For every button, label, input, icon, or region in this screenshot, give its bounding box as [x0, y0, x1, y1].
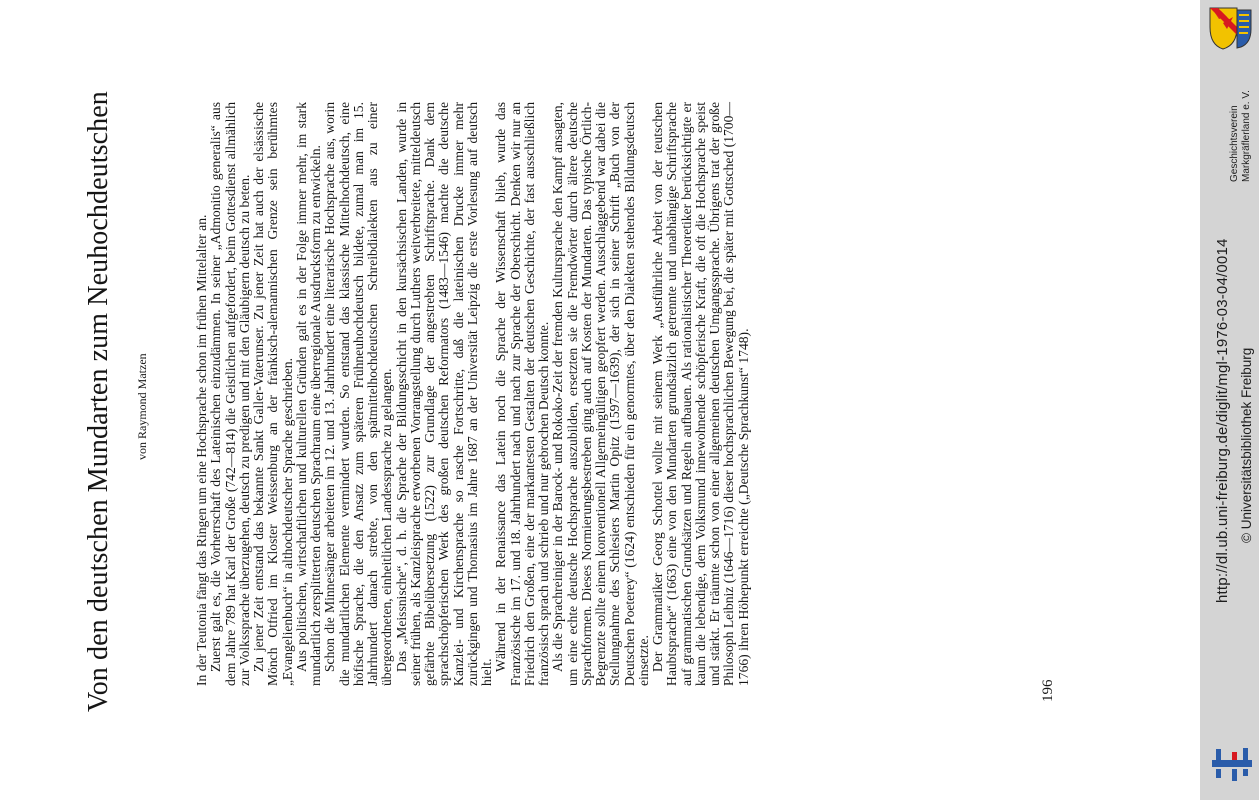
paragraph-2: Zuerst galt es, die Vorherrschaft des Lateinischen einzudämmen. In seiner „Admonitio generalis“ aus dem Jahre 789 hat Karl der Große (742—814) die Geistlichen aufgefordert, beim Gottesdienst allmählich zur Volkssprache überzugehen, deutsch zu predigen und mit den Gläubigern deutsch zu beten. — [208, 102, 252, 686]
paragraph-4: Aus politischen, wirtschaftlichen und kulturellen Gründen galt es in der Folge immer mehr, im stark mundartlich zersplitterten deutschen Sprachraum eine überregionale Ausdrucksform zu entwickeln. — [293, 102, 323, 686]
page-number: 196 — [1040, 679, 1056, 702]
society-name-line-2: Markgräflerland e. V. — [1241, 90, 1252, 182]
paragraph-5: Schon die Minnesänger arbeiteten im 12. und 13. Jahrhundert eine literarische Hochsprache aus, worin die mundartlichen Elemente vermindert wurden. So entstand das klassische Mittelhochdeutsch, eine höfische Sprache, die den Ansatz zum späteren Frühneuhochdeutsch bildete, zumal man im 15. Jahrhundert danach strebte, von den spätmittelhochdeutschen Schreibdialekten aus zu einer übergeordneten, einheitlichen Landessprache zu gelangen. — [322, 102, 395, 686]
paragraph-8: Als die Sprachreiniger in der Barock- und Rokoko-Zeit der fremden Kultursprache den Kampf ansagten, um eine echte deutsche Hochsprache auszubilden, ersetzten sie die Fremdwörter durch ältere deutsche Sprachformen. Dieses Normierungsbestreben ging auch auf Kosten der Mundarten. Das typische Örtlich-Begrenzte sollte einem konventionell Allgemeingültigen geopfert werden. Ausschlaggebend war dabei die Stellungnahme des Schlesiers Martin Opitz (1597—1639), der sich in seiner Schrift „Buch von der Deutschen Poeterey“ (1624) entschieden für ein genormtes, über den Dialekten stehendes Bildungsdeutsch einsetzte. — [550, 102, 651, 686]
article-body — [195, 102, 751, 686]
paragraph-1: In der Teutonia fängt das Ringen um eine Hochsprache schon im frühen Mittelalter an. — [194, 214, 209, 686]
ub-freiburg-logo-icon[interactable] — [1210, 744, 1256, 784]
society-name-line-1: Geschichtsverein — [1229, 105, 1240, 182]
document-url-link[interactable]: http://dl.ub.uni-freiburg.de/diglit/mgl-1976-03-04/0014 — [1214, 238, 1231, 603]
coat-of-arms-icon[interactable] — [1207, 5, 1254, 51]
paragraph-9: Der Grammatiker Georg Schottel wollte mit seinem Werk „Ausführliche Arbeit von der teutschen Haubtsprache“ (1663) eine von den Mundarten grundsätzlich getrennte und unabhängige Schriftsprache auf grammatischen Grundsätzen und Regeln aufbauen. Als rationalistischer Theoretiker berücksichtigte er kaum die lebendige, dem Volksmund innewohnende schöpferische Kraft, die oft die Hochsprache speist und stärkt. Er träumte schon von einer allgemeinen deutschen Umgangssprache. Übrigens trat der große Philosoph Leibniz (1646—1716) dieser hochsprachlichen Bewegung bei, die später mit Gottsched (1700—1766) ihren Höhepunkt erreichte („Deutsche Sprachkunst“ 1748). — [650, 102, 751, 686]
paragraph-7: Während in der Renaissance das Latein noch die Sprache der Wissenschaft blieb, wurde das Französische im 17. und 18. Jahrhundert nach und nach zur Sprache der Oberschicht. Denken wir nur an Friedrich den Großen, eine der markantesten Gestalten der deutschen Geschichte, der fast ausschließlich französisch sprach und schrieb und nur gebrochen Deutsch konnte. — [493, 102, 551, 686]
paragraph-6: Das „Meissnische“, d. h. die Sprache der Bildungsschicht in den kursächsischen Landen, wurde in seiner frühen, als Kanzleisprache erworbenen Vorrangstellung durch Luthers weitverbreitete, mitteldeutsch gefärbte Bibelübersetzung (1522) zur Grundlage der angestrebten Schriftsprache. Dank dem sprachschöpferischen Werk des großen deutschen Reformators (1483—1546) machte die deutsche Kanzlei- und Kirchensprache so rasche Fortschritte, daß die lateinischen Drucke immer mehr zurückgingen und Thomasius im Jahre 1687 an der Universität Leipzig die erste Vorlesung auf deutsch hielt. — [393, 102, 494, 686]
article-author: von Raymond Matzen — [135, 353, 149, 460]
copyright-notice: © Universitätsbibliothek Freiburg — [1239, 347, 1254, 543]
article-title: Von den deutschen Mundarten zum Neuhochdeutschen — [83, 91, 114, 712]
paragraph-3: Zu jener Zeit entstand das bekannte Sankt Galler-Vaterunser. Zu jener Zeit hat auch der elsässische Mönch Otfried im Kloster Weissenburg an der fränkisch-alemannischen Grenze sein berühmtes „Evangelienbuch“ in althochdeutscher Sprache geschrieben. — [251, 102, 295, 686]
